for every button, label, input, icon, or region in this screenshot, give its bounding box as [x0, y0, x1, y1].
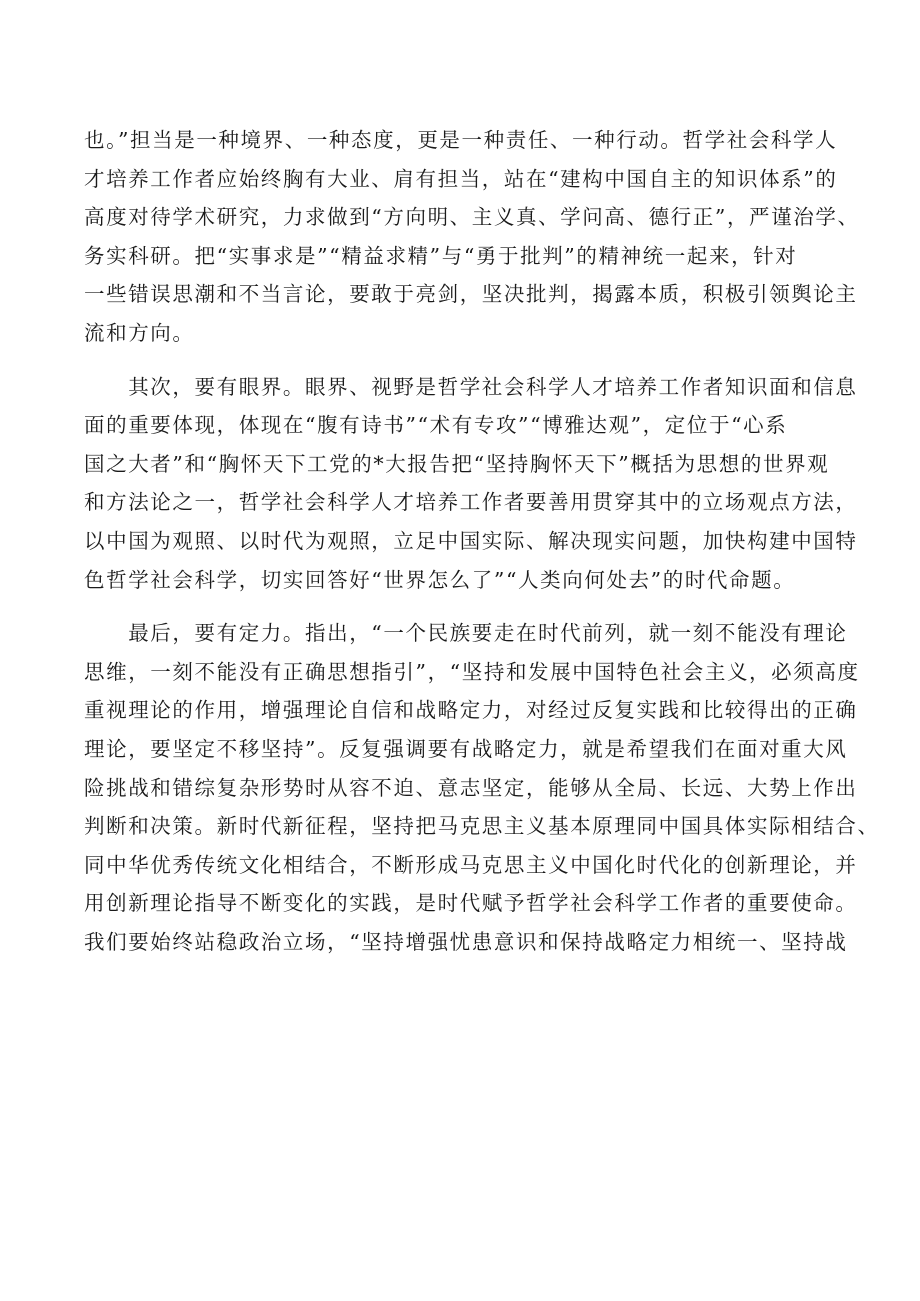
text-line: 也。”担当是一种境界、一种态度，更是一种责任、一种行动。哲学社会科学人 — [84, 128, 838, 152]
text-line: 思维，一刻不能没有正确思想指引”，“坚持和发展中国特色社会主义，必须高度 — [84, 659, 860, 684]
text-line: 用创新理论指导不断变化的实践，是时代赋予哲学社会科学工作者的重要使命。 — [84, 891, 858, 916]
text-line: 流和方向。 — [84, 320, 195, 345]
text-line: 高度对待学术研究，力求做到“方向明、主义真、学问高、德行正”，严谨治学、 — [84, 205, 860, 230]
text-line: 国之大者”和“胸怀天下工党的*大报告把“坚持胸怀天下”概括为思想的世界观 — [84, 451, 830, 476]
paragraph-responsibility — [84, 121, 860, 353]
text-line: 险挑战和错综复杂形势时从容不迫、意志坚定，能够从全局、长远、大势上作出 — [84, 775, 858, 800]
text-line: 面的重要体现，体现在“腹有诗书”“术有专攻”“博雅达观”，定位于“心系 — [84, 413, 788, 438]
text-line: 才培养工作者应始终胸有大业、肩有担当，站在“建构中国自主的知识体系”的 — [84, 166, 838, 191]
text-line: 同中华优秀传统文化相结合，不断形成马克思主义中国化时代化的创新理论，并 — [84, 852, 858, 877]
paragraph-composure — [84, 614, 880, 961]
text-line: 判断和决策。新时代新征程，坚持把马克思主义基本原理同中国具体实际相结合、 — [84, 814, 880, 839]
paragraph-vision — [84, 368, 858, 600]
text-line: 务实科研。把“实事求是”“精益求精”与“勇于批判”的精神统一起来，针对 — [84, 243, 798, 268]
text-line: 我们要始终站稳政治立场，“坚持增强忧患意识和保持战略定力相统一、坚持战 — [84, 929, 848, 954]
paragraph-spacer — [84, 599, 842, 614]
text-line: 其次，要有眼界。眼界、视野是哲学社会科学人才培养工作者知识面和信息 — [84, 374, 858, 399]
text-line: 重视理论的作用，增强理论自信和战略定力，对经过反复实践和比较得出的正确 — [84, 698, 858, 723]
text-line: 理论，要坚定不移坚持”。反复强调要有战略定力，就是希望我们在面对重大风 — [84, 736, 848, 761]
text-line: 一些错误思潮和不当言论，要敢于亮剑，坚决批判，揭露本质，积极引领舆论主 — [84, 282, 858, 307]
text-line: 最后，要有定力。指出，“一个民族要走在时代前列，就一刻不能没有理论 — [84, 621, 848, 646]
text-line: 和方法论之一，哲学社会科学人才培养工作者要善用贯穿其中的立场观点方法， — [84, 490, 858, 515]
paragraph-spacer — [84, 353, 842, 368]
text-line: 色哲学社会科学，切实回答好“世界怎么了”“人类向何处去”的时代命题。 — [84, 567, 796, 592]
text-line: 以中国为观照、以时代为观照，立足中国实际、解决现实问题，加快构建中国特 — [84, 528, 858, 553]
